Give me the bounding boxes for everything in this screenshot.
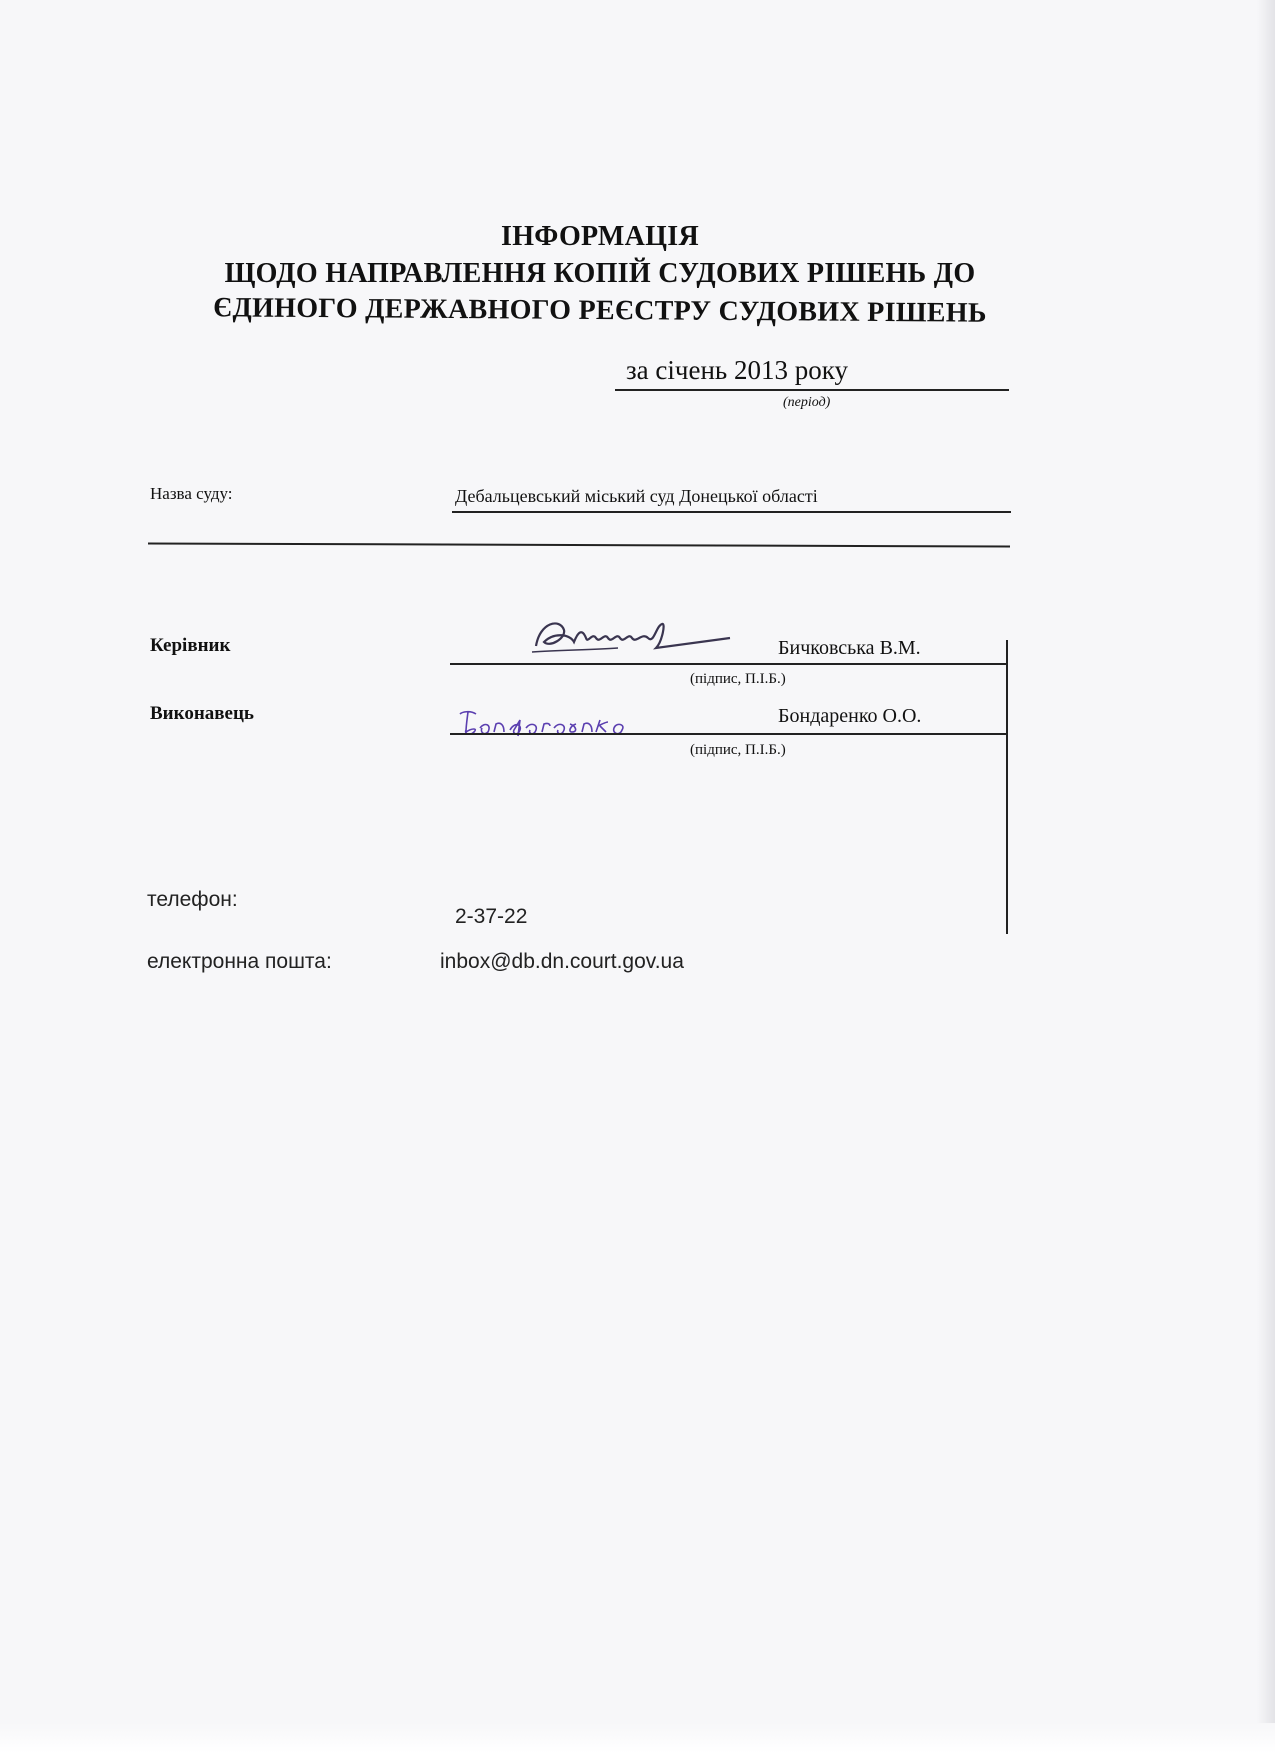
- phone-value: 2-37-22: [455, 905, 528, 928]
- executor-label: Виконавець: [150, 703, 254, 724]
- document-title-line-3: ЄДИНОГО ДЕРЖАВНОГО РЕЄСТРУ СУДОВИХ РІШЕНЬ: [213, 292, 987, 329]
- head-signature-caption: (підпис, П.І.Б.): [690, 671, 786, 687]
- head-signature-icon: [530, 612, 740, 660]
- vertical-border-line: [1006, 640, 1008, 934]
- scan-edge-shadow: [1257, 0, 1275, 1753]
- executor-name: Бондаренко О.О.: [778, 705, 922, 727]
- court-name: Дебальцевський міський суд Донецької області: [455, 486, 818, 506]
- court-extra-line: [148, 542, 1010, 547]
- phone-label: телефон:: [147, 888, 238, 911]
- executor-signature-caption: (підпис, П.І.Б.): [690, 742, 786, 758]
- executor-signature-line: [450, 733, 1008, 735]
- email-label: електронна пошта:: [147, 950, 332, 973]
- report-period: за січень 2013 року: [626, 355, 848, 385]
- court-label: Назва суду:: [150, 484, 233, 503]
- email-value: inbox@db.dn.court.gov.ua: [440, 950, 684, 973]
- scan-bottom-edge: [0, 1723, 1275, 1753]
- document-title-line-1: ІНФОРМАЦІЯ: [501, 221, 699, 252]
- head-label: Керівник: [150, 635, 231, 656]
- document-title-line-2: ЩОДО НАПРАВЛЕННЯ КОПІЙ СУДОВИХ РІШЕНЬ ДО: [224, 258, 976, 289]
- head-signature-line: [450, 663, 1008, 665]
- period-caption: (період): [783, 395, 831, 410]
- period-underline: [615, 389, 1009, 391]
- court-name-underline: [452, 511, 1011, 513]
- head-name: Бичковська В.М.: [778, 637, 921, 659]
